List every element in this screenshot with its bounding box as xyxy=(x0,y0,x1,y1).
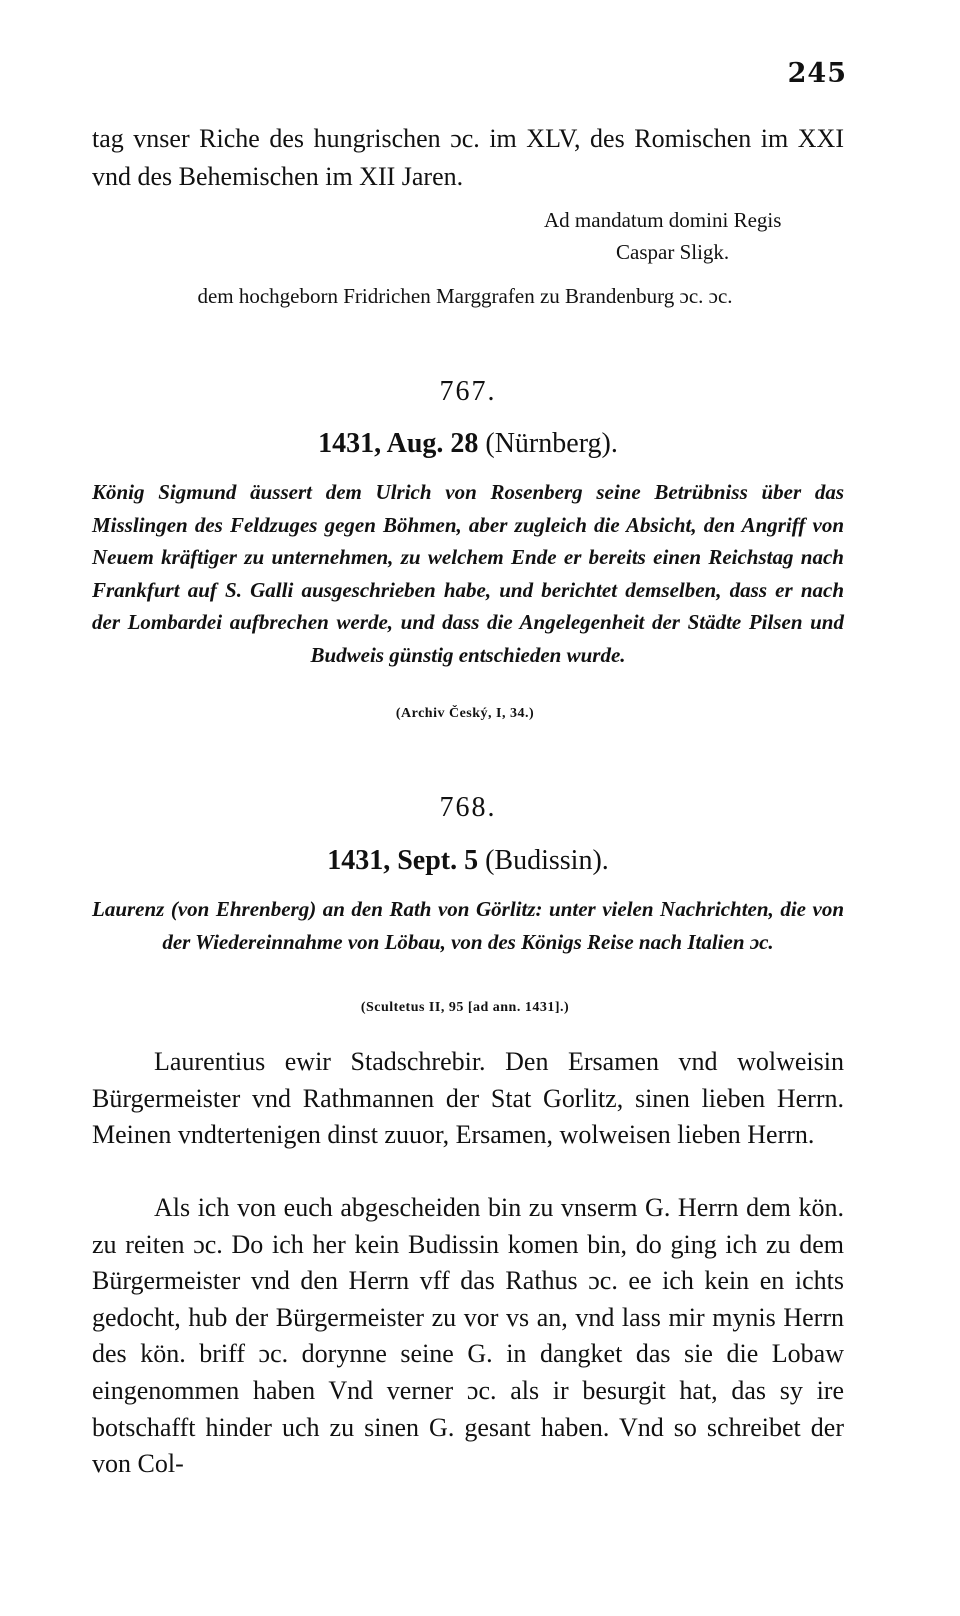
entry-date-value: 1431, Sept. 5 xyxy=(327,845,479,876)
letter-paragraph: Laurentius ewir Stadschrebir. Den Ersamen vnd wolweisin Bürgermeister vnd Rathmannen der Stat Gorlitz, sinen lieben Herrn. Meinen vndtertenigen dinst zuuor, Ersamen, wolweisen lieben Herrn. xyxy=(92,1047,844,1150)
letter-paragraph: Als ich von euch abgescheiden bin zu vnserm G. Herrn dem kön. zu reiten ɔc. Do ich her kein Budissin komen bin, do ging ich zu dem Bürgermeister vnd den Herrn vff das Rathus ɔc. ee ich kein en ichts gedocht, hub der Bürgermeister zu vor vs an, vnd lass mir mynis Herrn des kön. briff ɔc. dorynne seine G. in dangket das sie die Lobaw eingenommen haben Vnd verner ɔc. als ir besurgit hat, das sy ire botschafft hinder uch zu sinen G. gesant haben. Vnd so schreibet der von Col- xyxy=(92,1193,844,1479)
entry-regest: Laurenz (von Ehrenberg) an den Rath von Görlitz: unter vielen Nachrichten, die von der Wiedereinnahme von Löbau, von des Königs Reise nach Italien ɔc. xyxy=(92,897,844,954)
entry-date xyxy=(0,428,936,460)
entry-date-value: 1431, Aug. 28 xyxy=(318,428,479,459)
entry-number: 767. xyxy=(439,376,497,407)
entry-number: 768. xyxy=(439,792,497,823)
entry-place: (Budissin). xyxy=(485,845,609,876)
entry-source: (Scultetus II, 95 [ad ann. 1431].) xyxy=(360,1000,570,1015)
letter-address: dem hochgeborn Fridrichen Marggrafen zu Brandenburg ɔc. ɔc. xyxy=(197,284,733,308)
page-number: 245 xyxy=(787,58,847,89)
entry-date xyxy=(0,845,936,877)
entry-regest: König Sigmund äussert dem Ulrich von Rosenberg seine Betrübniss über das Misslingen des Feldzuges gegen Böhmen, aber zugleich die Absicht, den Angriff von Neuem kräftiger zu unternehmen, zu welchem Ende er bereits einen Reichstag nach Frankfurt auf S. Galli ausgeschrieben habe, und berichtet demselben, dass er nach der Lombardei aufbrechen werde, und dass die Angelegenheit der Städte Pilsen und Budweis günstig entschieden wurde. xyxy=(92,480,844,667)
continuation-text: tag vnser Riche des hungrischen ɔc. im XLV, des Romischen im XXI vnd des Behemischen im XII Jaren. xyxy=(92,124,844,191)
entry-source: (Archiv Český, I, 34.) xyxy=(395,706,535,721)
signature-mandate: Ad mandatum domini Regis xyxy=(544,208,782,232)
signature-name: Caspar Sligk. xyxy=(616,240,730,264)
entry-place: (Nürnberg). xyxy=(485,428,618,459)
